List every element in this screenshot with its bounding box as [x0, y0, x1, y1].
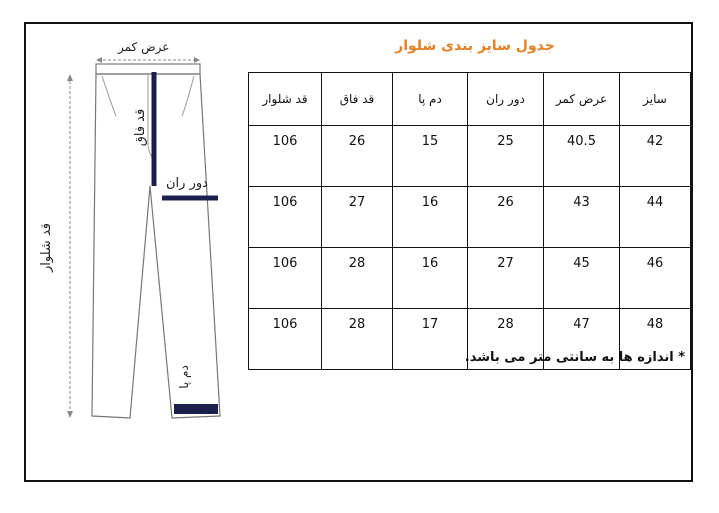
table-cell: 28 — [468, 309, 544, 370]
table-row — [249, 248, 691, 309]
waist-label: عرض کمر — [118, 40, 170, 54]
table-row — [249, 126, 691, 187]
hem-label: دم پا — [176, 365, 191, 389]
table-cell: 26 — [468, 187, 544, 248]
table-cell: 27 — [322, 187, 393, 248]
col-header: قد فاق — [322, 73, 393, 126]
table-cell: 15 — [393, 126, 468, 187]
pants-diagram — [40, 36, 240, 426]
col-header: دم پا — [393, 73, 468, 126]
table-cell: 16 — [393, 187, 468, 248]
table-cell: 44 — [620, 187, 691, 248]
length-label: قد شلوار — [38, 223, 54, 272]
col-header: سایز — [620, 73, 691, 126]
table-cell: 106 — [249, 126, 322, 187]
table-cell: 45 — [544, 248, 620, 309]
table-cell: 28 — [322, 248, 393, 309]
table-cell: 16 — [393, 248, 468, 309]
table-cell: 106 — [249, 187, 322, 248]
table-row — [249, 187, 691, 248]
table-cell: 106 — [249, 309, 322, 370]
table-cell: 26 — [322, 126, 393, 187]
units-note: * اندازه ها به سانتی متر می باشد. — [464, 350, 685, 365]
table-cell: 48 — [620, 309, 691, 370]
col-header: دور ران — [468, 73, 544, 126]
table-cell: 27 — [468, 248, 544, 309]
rise-label: قد فاق — [133, 108, 149, 147]
table-cell: 46 — [620, 248, 691, 309]
table-cell: 28 — [322, 309, 393, 370]
table-header-row — [249, 73, 691, 126]
thigh-label: دور ران — [166, 176, 208, 191]
table-cell: 40.5 — [544, 126, 620, 187]
size-table — [248, 72, 691, 370]
table-cell: 106 — [249, 248, 322, 309]
table-cell: 17 — [393, 309, 468, 370]
table-cell: 25 — [468, 126, 544, 187]
table-cell: 47 — [544, 309, 620, 370]
table-cell: 43 — [544, 187, 620, 248]
col-header: عرض کمر — [544, 73, 620, 126]
col-header: قد شلوار — [249, 73, 322, 126]
table-cell: 42 — [620, 126, 691, 187]
page-title: جدول سایز بندی شلوار — [395, 38, 555, 54]
